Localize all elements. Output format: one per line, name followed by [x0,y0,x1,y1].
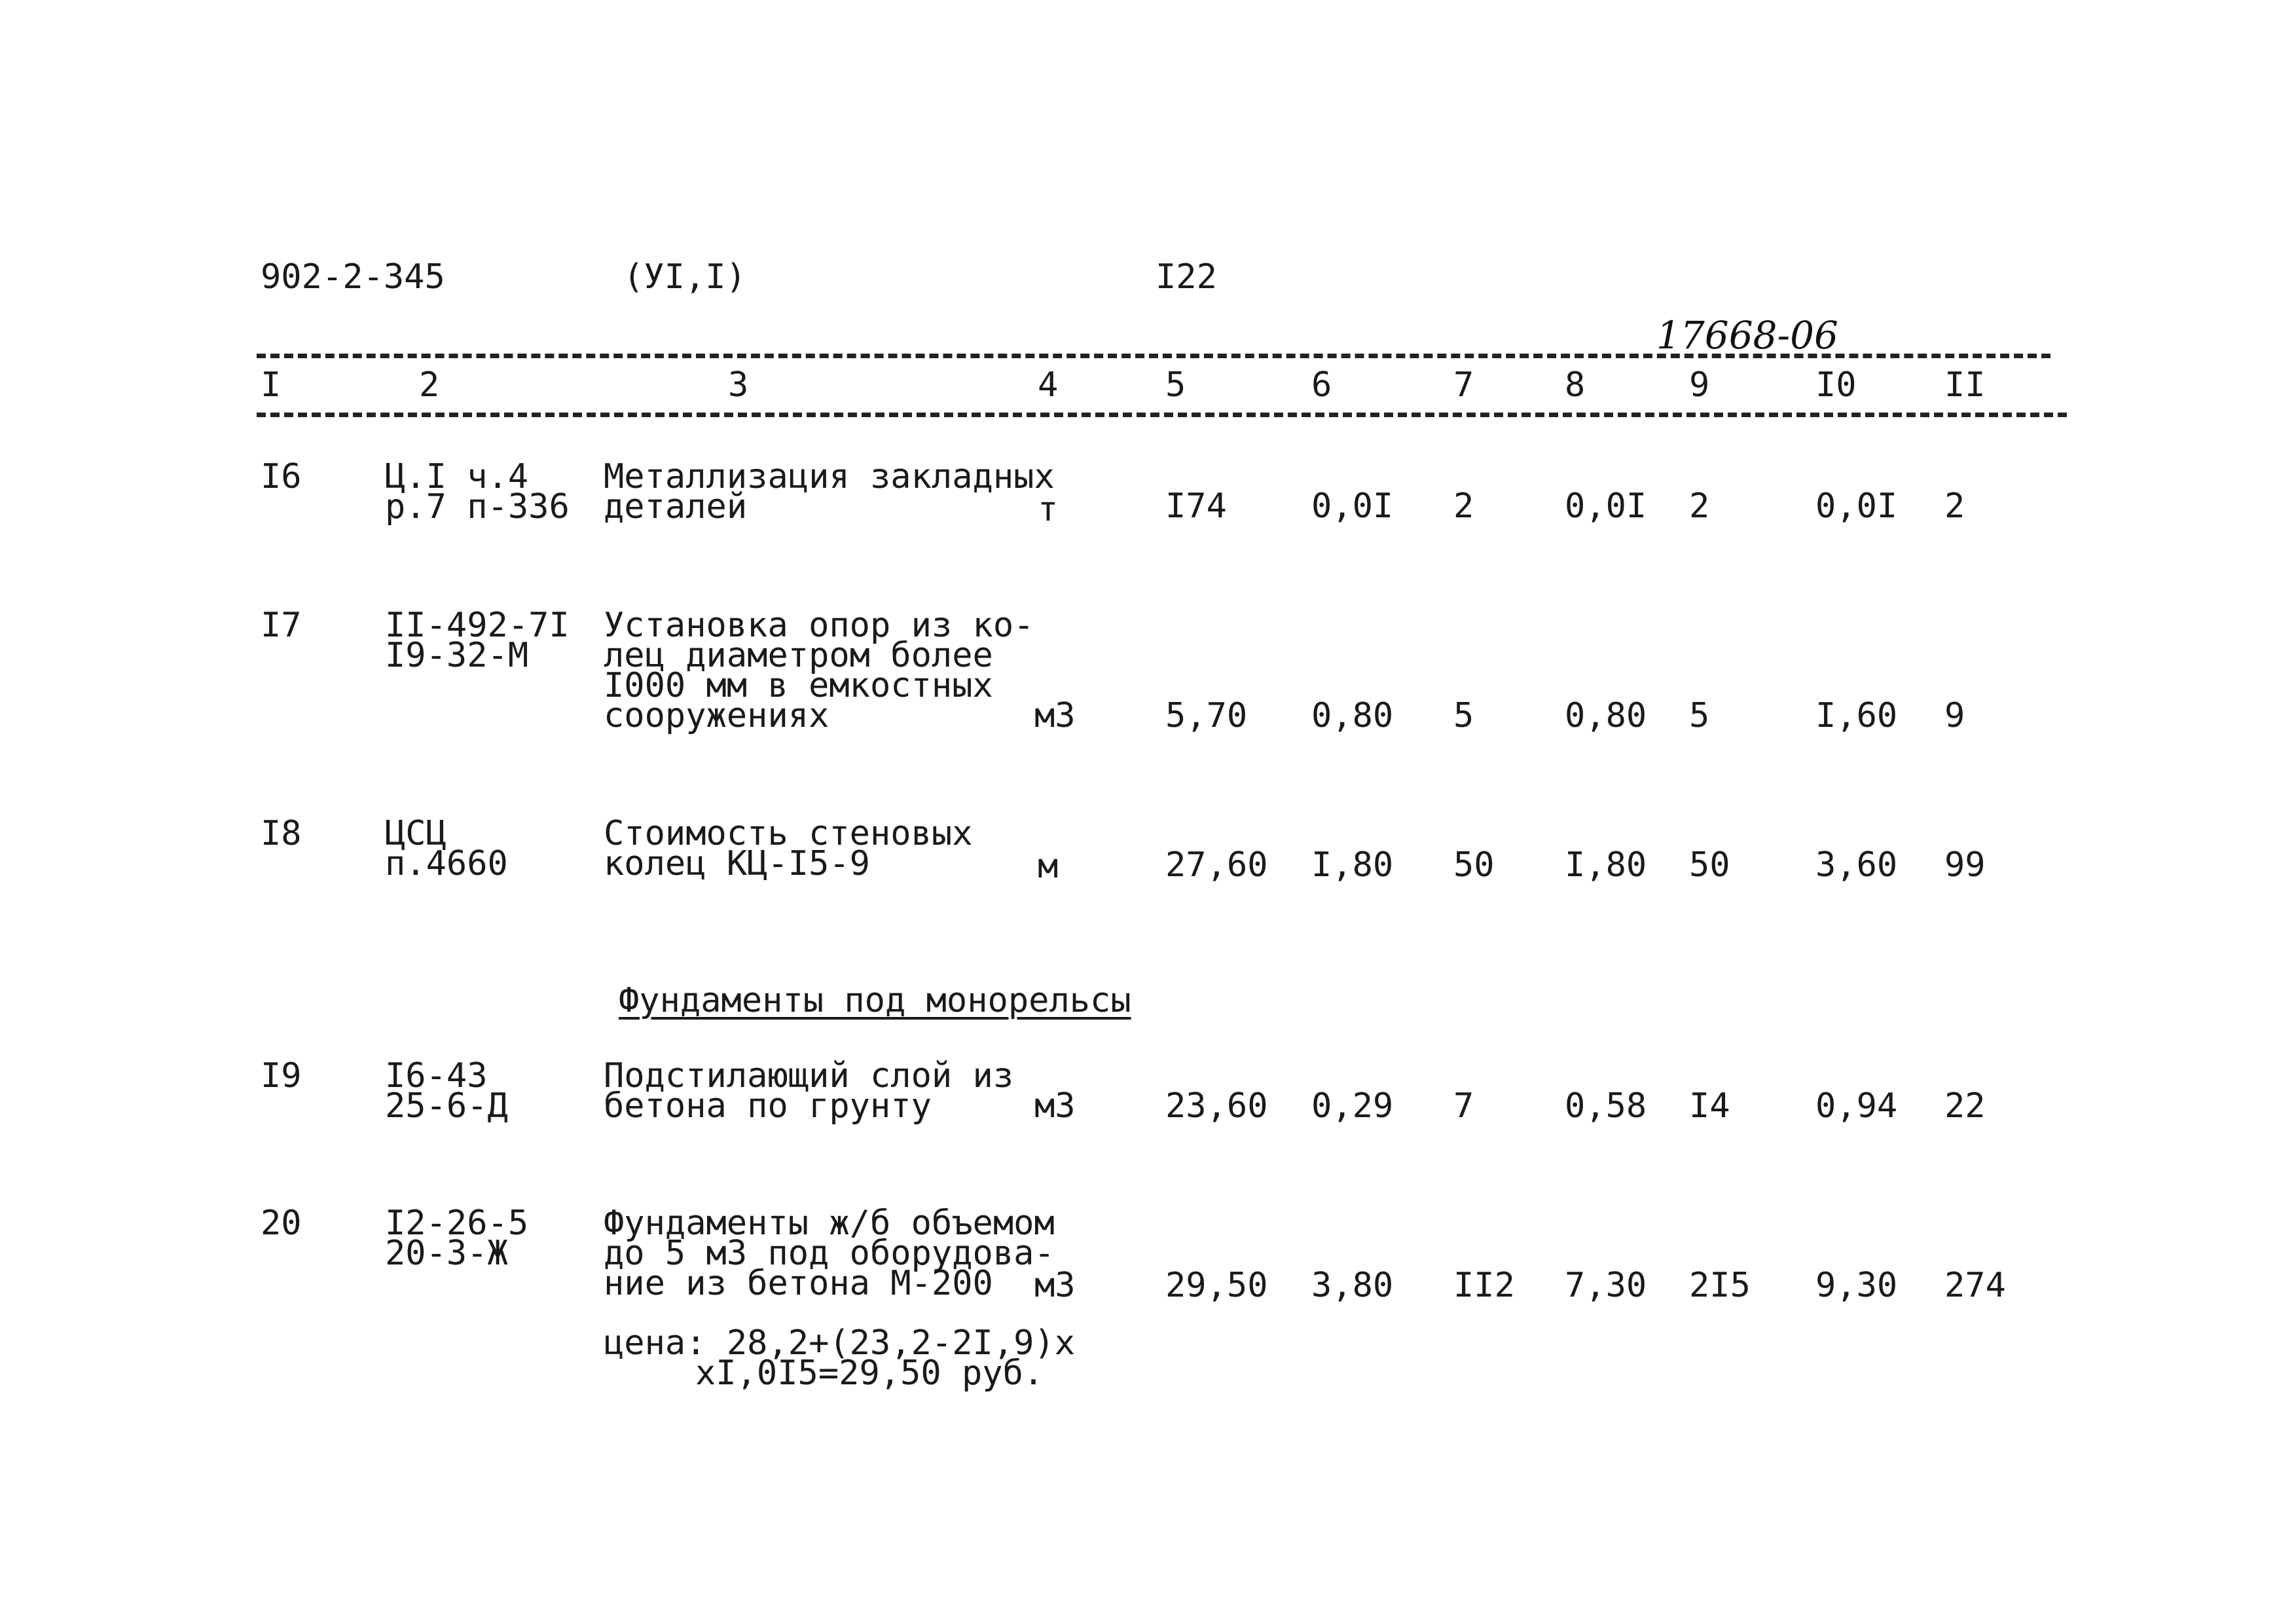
row-description-line: бетона по грунту [604,1086,932,1126]
row-col11: 99 [1944,845,1986,885]
row-code-line: р.7 п-336 [385,487,570,526]
row-col9: 50 [1689,845,1730,885]
col-header-9: 9 [1689,365,1710,405]
col-header-1: I [261,365,282,405]
row-col7: 2 [1453,487,1474,526]
row-col6: 0,29 [1311,1086,1394,1126]
document-code: 902-2-345 [261,257,445,297]
row-unit: м3 [1034,1086,1076,1126]
row-col7: 5 [1453,696,1474,735]
row-col10: I,60 [1815,696,1898,735]
section-code: (УI,I) [623,257,746,297]
col-header-2: 2 [419,365,440,405]
row-col5: 27,60 [1165,845,1268,885]
row-col9: I4 [1689,1086,1730,1126]
row-col9: 2I5 [1689,1266,1751,1305]
row-unit: м3 [1034,1266,1076,1305]
col-header-3: 3 [728,365,749,405]
handwritten-number: 17668-06 [1656,313,1838,358]
row-description-line: Подстилающий слой из [604,1056,1014,1096]
row-number: 20 [261,1204,302,1243]
page-number: I22 [1156,257,1217,297]
row-col6: I,80 [1311,845,1394,885]
row-unit: м3 [1034,696,1076,735]
header-rule-top [257,354,2050,358]
row-code-line: Ц.I ч.4 [385,457,529,496]
row-col11: 2 [1944,487,1965,526]
row-number: I8 [261,814,302,853]
row-description-line: Установка опор из ко- [604,606,1034,645]
row-col11: 22 [1944,1086,1986,1126]
row-col5: 23,60 [1165,1086,1268,1126]
row-col5: I74 [1165,487,1227,526]
row-code-line: II-492-7I [385,606,570,645]
row-col6: 0,0I [1311,487,1394,526]
row-col8: 0,58 [1565,1086,1647,1126]
row-description-line: ние из бетона М-200 [604,1264,993,1303]
price-note-line: цена: 28,2+(23,2-2I,9)x [604,1323,1076,1363]
row-col11: 274 [1944,1266,2006,1305]
price-note-line: xI,0I5=29,50 руб. [695,1354,1044,1393]
row-col8: 7,30 [1565,1266,1647,1305]
col-header-8: 8 [1565,365,1586,405]
row-code-line: I2-26-5 [385,1204,529,1243]
col-header-4: 4 [1038,365,1059,405]
row-col10: 3,60 [1815,845,1898,885]
row-col10: 0,94 [1815,1086,1898,1126]
row-col10: 0,0I [1815,487,1898,526]
row-col5: 29,50 [1165,1266,1268,1305]
row-col5: 5,70 [1165,696,1248,735]
col-header-10: I0 [1815,365,1857,405]
row-number: I7 [261,606,302,645]
col-header-7: 7 [1453,365,1474,405]
row-col6: 3,80 [1311,1266,1394,1305]
row-description-line: сооружениях [604,696,829,735]
row-description-line: Металлизация закладных [604,457,1055,496]
row-number: I6 [261,457,302,496]
row-col8: I,80 [1565,845,1647,885]
row-description-line: колец КЦ-I5-9 [604,844,870,883]
row-col7: 7 [1453,1086,1474,1126]
row-description-line: I000 мм в емкостных [604,666,993,705]
row-code-line: ЦСЦ [385,814,446,853]
row-description-line: Стоимость стеновых [604,814,973,853]
row-col11: 9 [1944,696,1965,735]
section-title: Фундаменты под монорельсы [619,981,1131,1020]
row-col7: II2 [1453,1266,1515,1305]
row-code-line: п.4660 [385,844,508,883]
col-header-6: 6 [1311,365,1332,405]
row-description-line: Фундаменты ж/б объемом [604,1204,1055,1243]
row-unit: м [1038,847,1059,886]
row-code-line: I9-32-М [385,636,529,675]
row-col10: 9,30 [1815,1266,1898,1305]
row-number: I9 [261,1056,302,1096]
row-description-line: лец диаметром более [604,636,993,675]
row-description-line: деталей [604,487,748,526]
header-rule-bottom [257,413,2067,417]
row-code-line: I6-43 [385,1056,488,1096]
col-header-5: 5 [1165,365,1186,405]
row-code-line: 25-6-Д [385,1086,508,1126]
row-col8: 0,80 [1565,696,1647,735]
row-code-line: 20-3-Ж [385,1234,508,1273]
col-header-11: II [1944,365,1986,405]
row-col9: 2 [1689,487,1710,526]
row-col9: 5 [1689,696,1710,735]
row-col8: 0,0I [1565,487,1647,526]
row-col7: 50 [1453,845,1495,885]
row-col6: 0,80 [1311,696,1394,735]
row-unit: т [1038,490,1059,529]
row-description-line: до 5 м3 под оборудова- [604,1234,1055,1273]
